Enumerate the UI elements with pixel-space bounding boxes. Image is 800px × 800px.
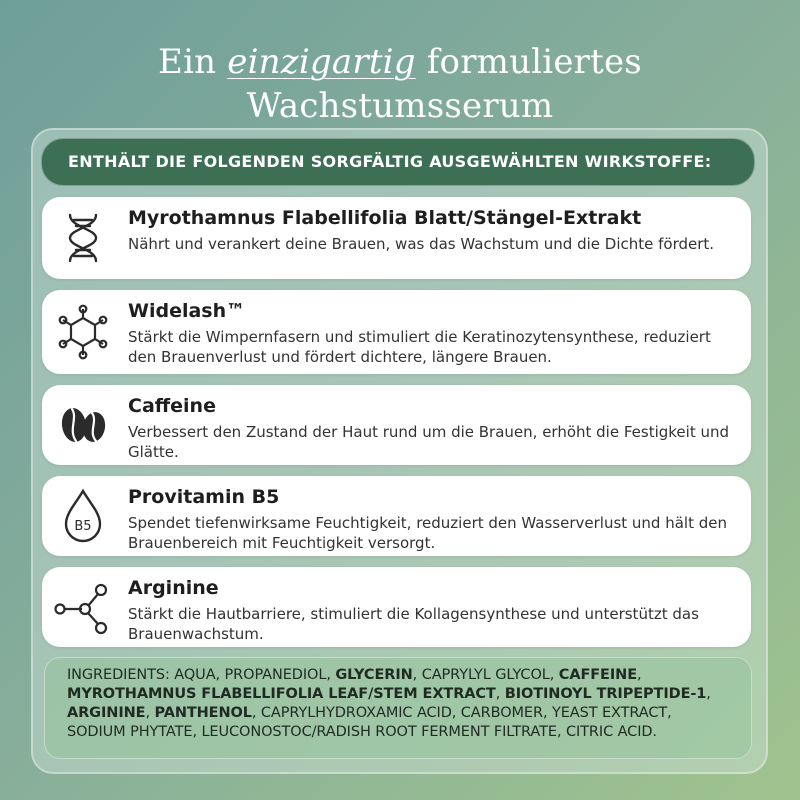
headline-before: Ein (158, 42, 228, 82)
inci-panthenol: PANTHENOL (154, 705, 252, 721)
ingredient-description: Stärkt die Wimpernfasern und stimuliert die Keratinozytensynthese, reduziert den Brauenverlust und fördert dichtere, längere Brauen. (128, 328, 711, 366)
headline (0, 40, 800, 128)
ingredient-card-caffeine (42, 385, 751, 465)
water-drop-b5-icon (52, 485, 114, 547)
ingredient-card-widelash (42, 290, 751, 374)
inci-separator: , (145, 705, 155, 721)
ingredient-title: Myrothamnus Flabellifolia Blatt/Stängel-Extrakt (128, 207, 642, 229)
headline-emphasis: einzigartig (227, 42, 416, 82)
inci-separator: , CAPRYLYL GLYCOL, (412, 667, 559, 683)
inci-glycerin: GLYCERIN (335, 667, 413, 683)
ingredient-title: Caffeine (128, 395, 216, 417)
ingredient-description: Verbessert den Zustand der Haut rund um die Brauen, erhöht die Festigkeit und Glätte. (128, 423, 730, 461)
ingredient-card-arginine (42, 567, 751, 647)
ingredient-description: Stärkt die Hautbarriere, stimuliert die Kollagensynthese und unterstützt das Brauenwachstum. (128, 605, 699, 643)
inci-caffeine: CAFFEINE (558, 667, 637, 683)
inci-prefix: INGREDIENTS: AQUA, PROPANEDIOL, (67, 667, 336, 683)
inci-separator: , (637, 667, 642, 683)
molecule-hexagon-icon (52, 301, 114, 363)
b5-label: B5 (74, 519, 92, 534)
inci-myrothamnus: MYROTHAMNUS FLABELLIFOLIA LEAF/STEM EXTRACT (67, 686, 496, 702)
ingredient-title: Arginine (128, 577, 219, 599)
ingredient-description: Nährt und verankert deine Brauen, was das Wachstum und die Dichte fördert. (128, 235, 715, 253)
inci-arginine: ARGININE (67, 705, 146, 721)
inci-biotinoyl: BIOTINOYL TRIPEPTIDE-1 (504, 686, 707, 702)
inci-separator: , (495, 686, 505, 702)
inci-rest: , CAPRYLHYDROXAMIC ACID, CARBOMER, YEAST EXTRACT, SODIUM PHYTATE, LEUCONOSTOC/RADISH ROOT FERMENT FILTRATE, CITRIC ACID. (67, 705, 672, 740)
inci-separator: , (706, 686, 711, 702)
ingredient-title: Provitamin B5 (128, 486, 280, 508)
coffee-beans-icon (52, 394, 114, 456)
ingredient-description: Spendet tiefenwirksame Feuchtigkeit, reduziert den Wasserverlust und hält den Brauenbereich mit Feuchtigkeit versorgt. (128, 514, 727, 552)
ingredient-card-myrothamnus (42, 197, 751, 279)
dna-icon (52, 207, 114, 269)
molecule-chain-icon (52, 576, 114, 638)
headline-after: formuliertes Wachstumsserum (246, 42, 642, 126)
actives-banner: ENTHÄLT DIE FOLGENDEN SORGFÄLTIG AUSGEWÄHLTEN WIRKSTOFFE: (41, 138, 755, 186)
ingredient-card-provitamin-b5 (42, 476, 751, 556)
ingredient-title: Widelash™ (128, 300, 246, 322)
inci-list (44, 657, 752, 759)
